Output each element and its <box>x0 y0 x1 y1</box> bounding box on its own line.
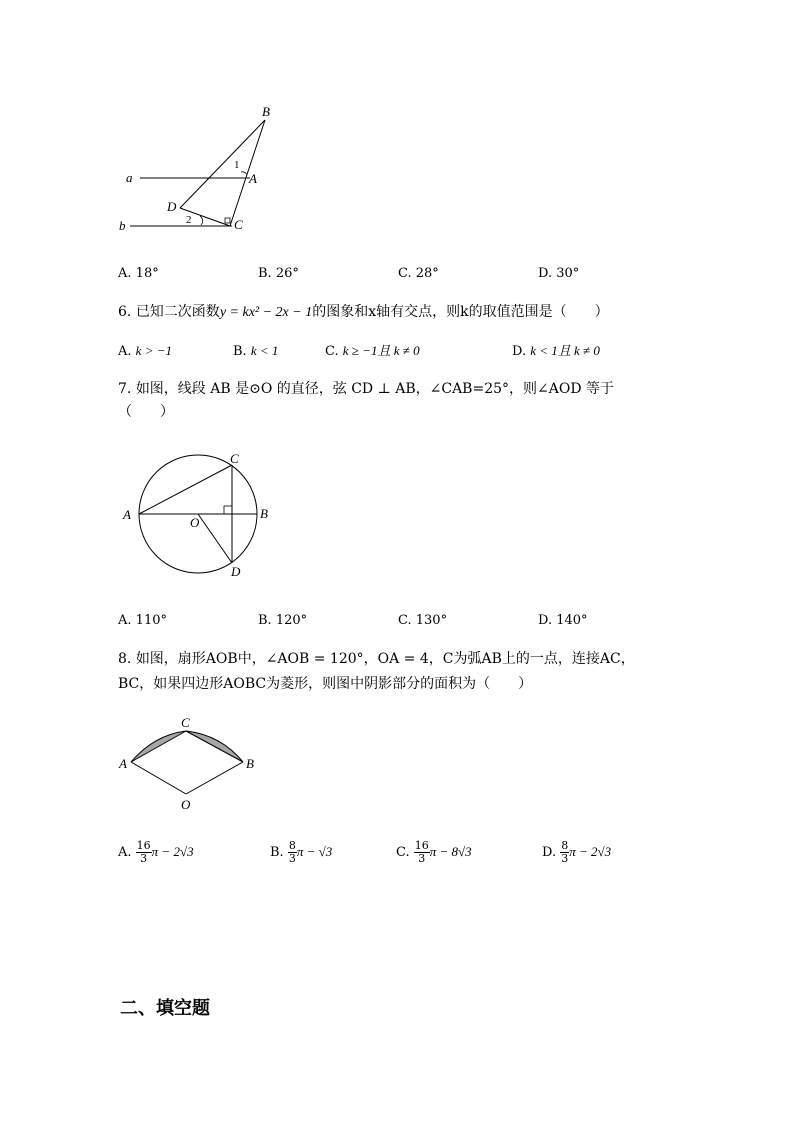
label-B: B <box>262 104 270 119</box>
segment-BO <box>186 762 243 794</box>
q5-figure <box>110 100 290 240</box>
angle1-arc <box>241 172 247 175</box>
arc-AB <box>131 731 243 762</box>
segment-AC <box>139 465 232 514</box>
q6-stem: 6. 已知二次函数y = kx² − 2x − 1的图象和x轴有交点，则k的取值范围是（ ） <box>118 304 609 320</box>
angle2-arc <box>200 216 203 225</box>
q6-option-d: D. k < 1且 k ≠ 0 <box>512 343 600 359</box>
label-B: B <box>260 506 268 521</box>
q8-stem-line1: 8. 如图，扇形AOB中，∠AOB = 120°，OA = 4，C为弧AB上的一点，连接AC， <box>118 651 635 667</box>
label-C: C <box>230 451 239 466</box>
label-a: a <box>126 170 133 185</box>
fraction: $\frac{16}{3}$ <box>136 839 151 865</box>
q7-option-a: A. 110° <box>118 613 167 628</box>
section-title: 二、填空题 <box>120 998 210 1019</box>
fraction: $\frac{16}{3}$ <box>414 839 429 865</box>
q6-option-a: A. k > −1 <box>118 343 172 359</box>
q8-figure <box>112 712 272 812</box>
label-A: A <box>249 171 257 186</box>
q5-option-a: A. 18° <box>118 266 159 281</box>
label-b: b <box>119 218 126 233</box>
segment-DB <box>180 120 265 208</box>
q6-option-b: B. k < 1 <box>233 343 279 359</box>
q8-option-c: C. $\frac{16}{3}$ π − 8√3 <box>396 839 472 865</box>
q7-figure <box>115 445 285 585</box>
label-C: C <box>234 217 243 232</box>
q8-option-d: D. $\frac{8}{3}$ π − 2√3 <box>542 839 612 865</box>
label-angle1: 1 <box>234 159 240 171</box>
q7-stem-line1: 7. 如图，线段 AB 是⊙O 的直径，弦 CD ⊥ AB，∠CAB=25°，则∠AOD 等于 <box>118 381 614 397</box>
q5-option-d: D. 30° <box>538 266 580 281</box>
segment-CB <box>186 731 243 762</box>
q7-option-d: D. 140° <box>538 613 588 628</box>
q7-option-b: B. 120° <box>258 613 308 628</box>
label-angle2: 2 <box>186 214 192 226</box>
q7-option-c: C. 130° <box>398 613 448 628</box>
q6-option-c: C. k ≥ −1且 k ≠ 0 <box>325 343 420 359</box>
right-angle-mark <box>224 506 232 514</box>
label-D: D <box>167 199 177 214</box>
fraction: $\frac{8}{3}$ <box>561 839 569 865</box>
label-A: A <box>119 756 127 771</box>
segment-OD <box>198 514 232 563</box>
q8-option-a: A. $\frac{16}{3}$ π − 2√3 <box>118 839 194 865</box>
q5-option-c: C. 28° <box>398 266 439 281</box>
segment-AC <box>131 731 186 762</box>
right-angle-mark <box>225 218 230 223</box>
q7-stem-line2: （ ） <box>118 404 174 420</box>
label-B: B <box>246 756 254 771</box>
segment-BC <box>230 120 265 226</box>
q8-stem-line2: BC，如果四边形AOBC为菱形，则图中阴影部分的面积为（ ） <box>118 676 533 692</box>
q8-option-b: B. $\frac{8}{3}$ π − √3 <box>270 839 333 865</box>
label-D: D <box>231 564 241 579</box>
segment-AO <box>131 762 186 794</box>
fraction: $\frac{8}{3}$ <box>288 839 296 865</box>
q5-option-b: B. 26° <box>258 266 299 281</box>
label-O: O <box>181 797 191 812</box>
label-C: C <box>181 715 190 730</box>
label-A: A <box>123 507 131 522</box>
label-O: O <box>190 515 200 530</box>
